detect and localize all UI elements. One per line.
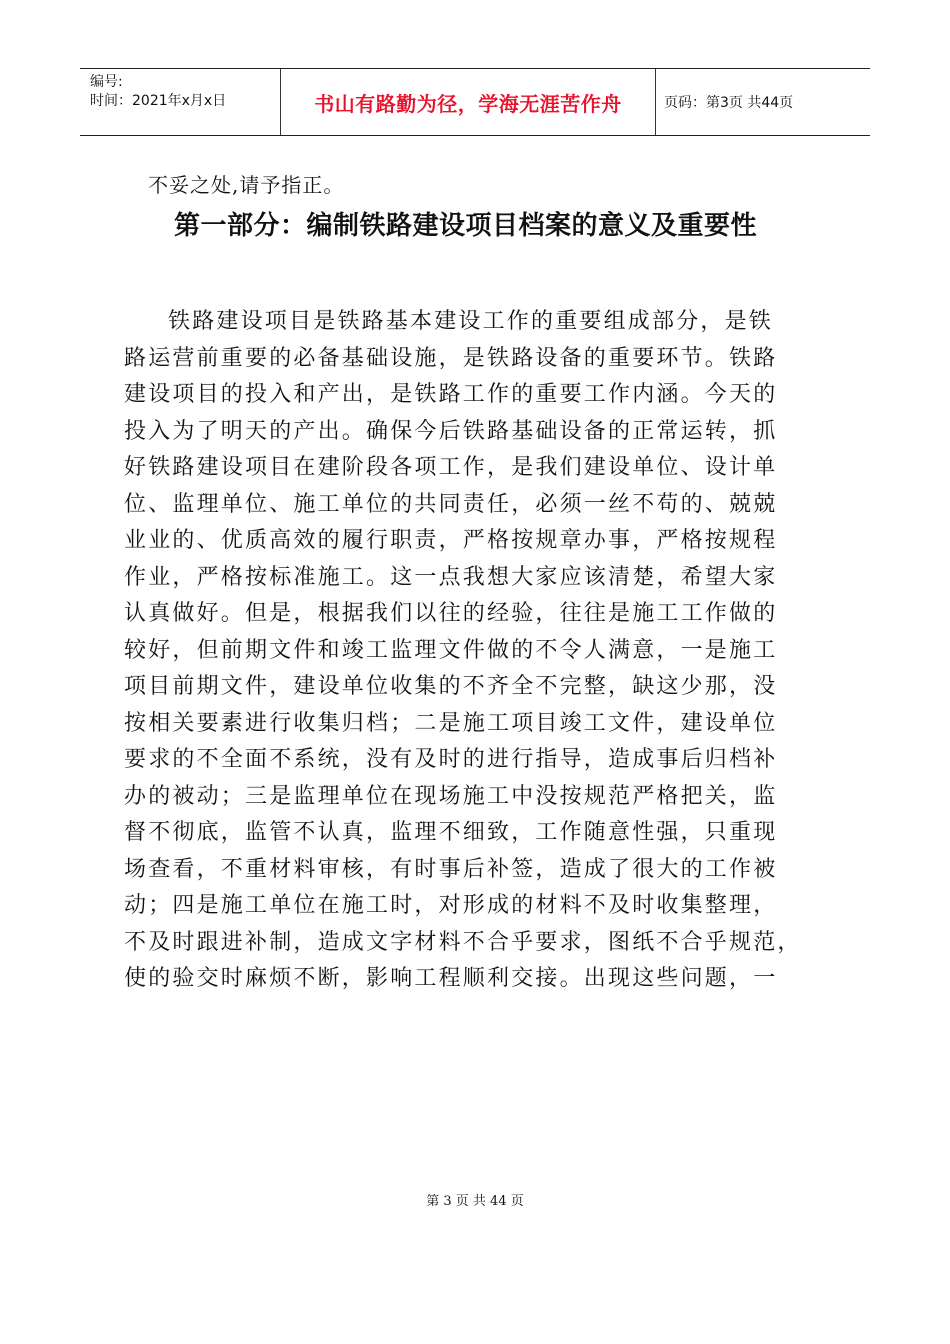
body-line: 要求的不全面不系统，没有及时的进行指导，造成事后归档补 xyxy=(124,747,778,772)
body-line: 项目前期文件，建设单位收集的不齐全不完整，缺这少那，没 xyxy=(124,674,778,699)
body-line: 认真做好。但是，根据我们以往的经验，往往是施工工作做的 xyxy=(124,601,778,626)
lead-line: 不妥之处,请予指正。 xyxy=(148,173,345,197)
body-line: 铁路建设项目是铁路基本建设工作的重要组成部分，是铁 xyxy=(168,309,774,334)
body-line: 业业的、优质高效的履行职责，严格按规章办事，严格按规程 xyxy=(124,528,778,553)
document-body xyxy=(124,170,830,998)
body-line: 使的验交时麻烦不断，影响工程顺利交接。出现这些问题，一 xyxy=(124,966,778,991)
body-line: 好铁路建设项目在建阶段各项工作，是我们建设单位、设计单 xyxy=(124,455,778,480)
section-title: 第一部分：编制铁路建设项目档案的意义及重要性 xyxy=(174,211,758,241)
number-label: 编号: xyxy=(90,74,123,90)
header-motto: 书山有路勤为径，学海无涯苦作舟 xyxy=(314,91,622,116)
body-line: 位、监理单位、施工单位的共同责任，必须一丝不苟的、兢兢 xyxy=(124,491,778,517)
header-motto-cell xyxy=(281,69,656,135)
page-footer: 第 3 页 共 44 页 xyxy=(426,1194,524,1209)
header-meta xyxy=(80,69,281,135)
body-line: 督不彻底，监管不认真，监理不细致，工作随意性强，只重现 xyxy=(124,820,778,845)
page-header xyxy=(80,68,870,136)
body-line: 不及时跟进补制，造成文字材料不合乎要求，图纸不合乎规范， xyxy=(124,929,802,955)
body-line: 路运营前重要的必备基础设施，是铁路设备的重要环节。铁路 xyxy=(124,345,778,371)
body-line: 动；四是施工单位在施工时，对形成的材料不及时收集整理， xyxy=(124,893,778,918)
body-line: 建设项目的投入和产出，是铁路工作的重要工作内涵。今天的 xyxy=(124,382,778,407)
header-page-info: 页码：第3页 共44页 xyxy=(664,95,794,111)
body-line: 办的被动；三是监理单位在现场施工中没按规范严格把关，监 xyxy=(124,783,778,809)
body-paragraph xyxy=(124,304,830,998)
body-line: 场查看，不重材料审核，有时事后补签，造成了很大的工作被 xyxy=(124,856,778,882)
header-page-info-cell xyxy=(656,69,870,135)
time-label: 时间：2021年x月x日 xyxy=(90,93,227,109)
body-line: 作业，严格按标准施工。这一点我想大家应该清楚，希望大家 xyxy=(124,564,778,590)
body-line: 较好，但前期文件和竣工监理文件做的不令人满意，一是施工 xyxy=(124,637,778,663)
body-line: 按相关要素进行收集归档；二是施工项目竣工文件，建设单位 xyxy=(124,710,778,736)
body-line: 投入为了明天的产出。确保今后铁路基础设备的正常运转，抓 xyxy=(124,418,778,444)
